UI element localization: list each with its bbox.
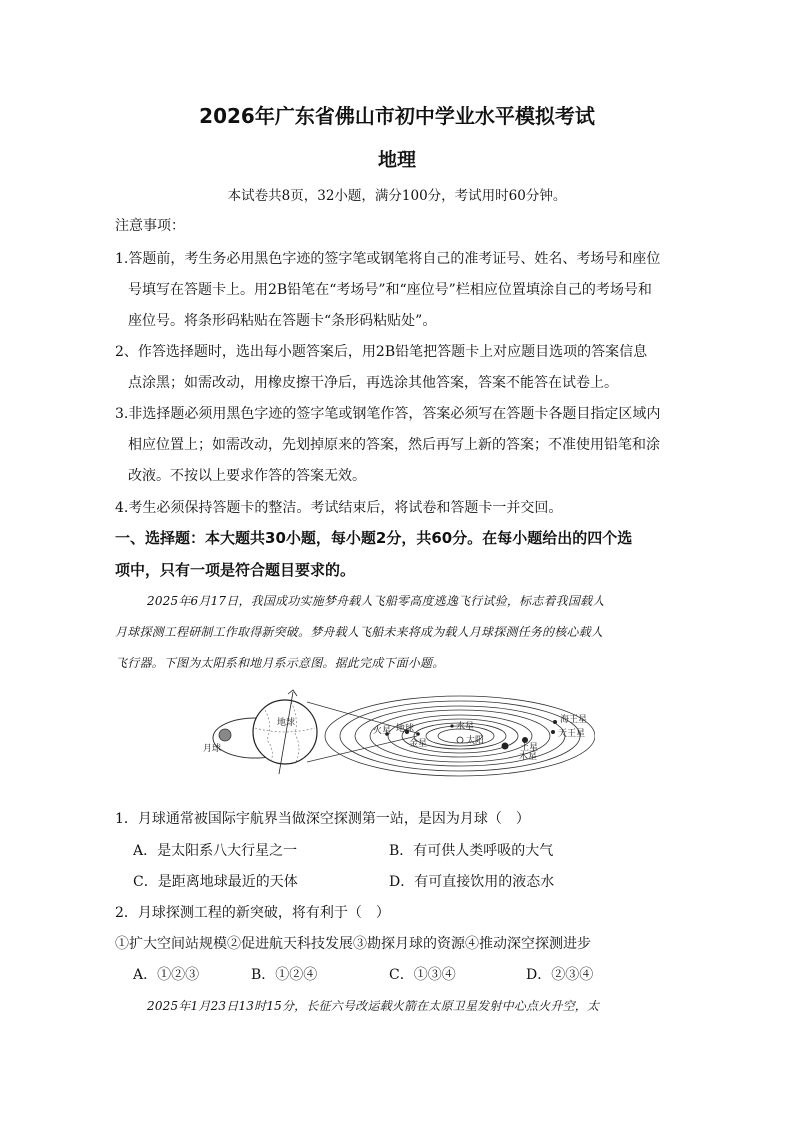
mercury-icon: [450, 724, 453, 727]
label-moon: 月球: [203, 744, 222, 754]
question-1-option-c: C．是距离地球最近的天体: [133, 874, 298, 890]
note-2-line-2: 点涂黑；如需改动，用橡皮擦干净后，再选涂其他答案，答案不能答在试卷上。: [128, 375, 618, 391]
label-venus: 金星: [409, 739, 428, 749]
note-3-line-1: 3.非选择题必须用黑色字迹的签字笔或钢笔作答，答案必须写在答题卡各题目指定区域内: [115, 406, 661, 422]
question-2-stem: 2．月球探测工程的新突破，将有利于（ ）: [115, 905, 390, 921]
earth-icon: [253, 700, 317, 764]
exam-info: 本试卷共8页，32小题，满分100分，考试用时60分钟。: [227, 188, 567, 204]
material-1-line-3: 飞行器。下图为太阳系和地月系示意图。据此完成下面小题。: [115, 656, 445, 670]
note-1-line-2: 号填写在答题卡上。用2B铅笔在“考场号”和“座位号”栏相应位置填涂自己的考场号和: [128, 282, 652, 298]
label-jupiter: 木星: [519, 752, 538, 762]
label-mercury: 水星: [456, 722, 475, 732]
question-2-statements: ①扩大空间站规模②促进航天科技发展③勘探月球的资源④推动深空探测进步: [115, 936, 591, 952]
material-2-line-1: 2025年1月23日13时15分，长征六号改运载火箭在太原卫星发射中心点火升空，太: [147, 999, 600, 1013]
neptune-icon: [553, 720, 557, 724]
solar-system-diagram: [195, 688, 595, 778]
question-1-option-a: A．是太阳系八大行星之一: [133, 843, 298, 859]
label-earth-planet: 地球: [396, 724, 415, 734]
section-1-heading-line-2: 项中，只有一项是符合题目要求的。: [115, 561, 356, 579]
exam-title: 2026年广东省佛山市初中学业水平模拟考试: [199, 104, 595, 128]
label-saturn: 土星: [520, 743, 539, 753]
note-1-line-1: 1.答题前，考生务必用黑色字迹的签字笔或钢笔将自己的准考证号、姓名、考场号和座位: [115, 251, 661, 267]
question-2-option-a: A．①②③: [133, 967, 200, 983]
subject-title: 地理: [377, 149, 416, 171]
label-neptune: 海王星: [560, 715, 588, 725]
uranus-icon: [551, 730, 555, 734]
question-1-stem: 1．月球通常被国际宇航界当做深空探测第一站，是因为月球（ ）: [115, 811, 530, 827]
note-2-line-1: 2、作答选择题时，选出每小题答案后，用2B铅笔把答题卡上对应题目选项的答案信息: [115, 344, 648, 360]
label-earth: 地球: [277, 718, 296, 728]
venus-icon: [416, 732, 420, 736]
label-sun: 太阳: [466, 736, 485, 746]
jupiter-icon: [502, 743, 509, 750]
note-3-line-3: 改液。不按以上要求作答的答案无效。: [128, 468, 366, 484]
label-mars: 火星: [373, 726, 392, 736]
note-3-line-2: 相应位置上；如需改动，先划掉原来的答案，然后再写上新的答案；不准使用铅笔和涂: [128, 437, 660, 453]
notes-heading: 注意事项：: [115, 218, 185, 234]
solar-system: [325, 696, 595, 776]
question-2-option-d: D．②③④: [526, 967, 594, 983]
question-1-option-b: B．有可供人类呼吸的大气: [389, 843, 554, 859]
question-1-option-d: D．有可直接饮用的液态水: [389, 874, 555, 890]
question-2-option-c: C．①③④: [389, 967, 456, 983]
label-uranus: 天王星: [558, 729, 586, 739]
question-2-option-b: B．①②④: [251, 967, 318, 983]
material-1-line-2: 月球探测工程研制工作取得新突破。梦舟载人飞船未来将成为载人月球探测任务的核心载人: [115, 625, 604, 639]
material-1-line-1: 2025年6月17日，我国成功实施梦舟载人飞船零高度逃逸飞行试验，标志着我国载人: [147, 594, 605, 608]
note-4-line-1: 4.考生必须保持答题卡的整洁。考试结束后，将试卷和答题卡一并交回。: [115, 500, 563, 516]
sun-icon: [457, 737, 463, 743]
moon-icon: [219, 729, 231, 741]
note-1-line-3: 座位号。将条形码粘贴在答题卡“条形码粘贴处”。: [128, 313, 437, 329]
section-1-heading-line-1: 一、选择题：本大题共30小题，每小题2分，共60分。在每小题给出的四个选: [115, 529, 633, 547]
